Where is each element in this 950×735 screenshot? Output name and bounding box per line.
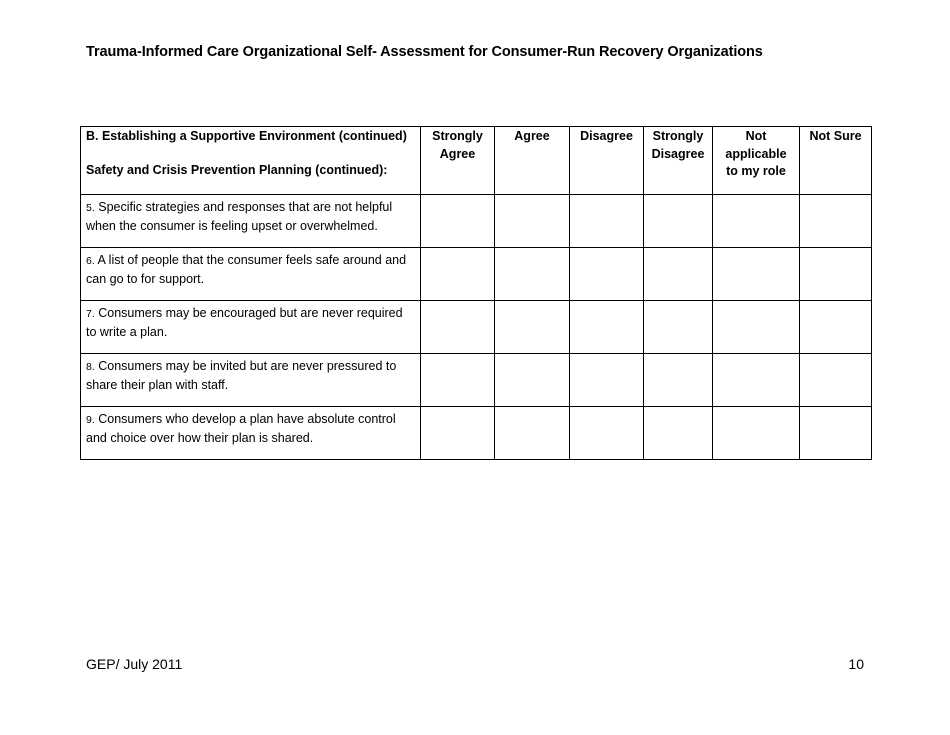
answer-cell-disagree[interactable] xyxy=(570,354,644,407)
item-number: 6. xyxy=(86,255,95,267)
answer-cell-agree[interactable] xyxy=(495,195,570,248)
item-number: 5. xyxy=(86,202,95,214)
column-header-strongly-agree xyxy=(421,127,495,195)
answer-cell-strongly-agree[interactable] xyxy=(421,407,495,460)
answer-cell-strongly-agree[interactable] xyxy=(421,248,495,301)
answer-cell-disagree[interactable] xyxy=(570,195,644,248)
table-row xyxy=(81,354,872,407)
item-text: Consumers who develop a plan have absolute control and choice over how their plan is shared. xyxy=(86,412,396,445)
item-statement xyxy=(81,407,421,460)
header-row xyxy=(81,127,872,195)
column-header-line: Strongly xyxy=(432,129,483,143)
answer-cell-not-applicable[interactable] xyxy=(713,407,800,460)
column-header-disagree xyxy=(570,127,644,195)
column-header-line: Not xyxy=(745,129,767,143)
answer-cell-strongly-disagree[interactable] xyxy=(644,354,713,407)
column-header-strongly-disagree xyxy=(644,127,713,195)
column-header-not-applicable xyxy=(713,127,800,195)
item-statement xyxy=(81,195,421,248)
item-statement xyxy=(81,354,421,407)
answer-cell-strongly-disagree[interactable] xyxy=(644,301,713,354)
answer-cell-not-applicable[interactable] xyxy=(713,248,800,301)
item-number: 7. xyxy=(86,308,95,320)
answer-cell-not-sure[interactable] xyxy=(800,195,872,248)
answer-cell-strongly-disagree[interactable] xyxy=(644,195,713,248)
column-header-line: Disagree xyxy=(651,146,705,161)
answer-cell-not-sure[interactable] xyxy=(800,407,872,460)
column-header-line: Not Sure xyxy=(809,129,862,143)
footer-date: GEP/ July 2011 xyxy=(86,656,183,672)
column-header-line: Strongly xyxy=(652,129,704,143)
item-text: Specific strategies and responses that are not helpful when the consumer is feeling upset or overwhelmed. xyxy=(86,200,393,233)
column-header-line: applicable xyxy=(725,146,787,161)
table-row xyxy=(81,248,872,301)
table-row xyxy=(81,301,872,354)
answer-cell-disagree[interactable] xyxy=(570,301,644,354)
item-statement xyxy=(81,248,421,301)
table-row xyxy=(81,407,872,460)
item-statement xyxy=(81,301,421,354)
answer-cell-not-sure[interactable] xyxy=(800,248,872,301)
answer-cell-not-sure[interactable] xyxy=(800,354,872,407)
column-header-line: to my role xyxy=(726,164,786,178)
answer-cell-not-applicable[interactable] xyxy=(713,195,800,248)
column-header-agree xyxy=(495,127,570,195)
item-number: 8. xyxy=(86,361,95,373)
answer-cell-disagree[interactable] xyxy=(570,248,644,301)
answer-cell-strongly-agree[interactable] xyxy=(421,354,495,407)
item-text: Consumers may be invited but are never pressured to share their plan with staff. xyxy=(86,359,397,392)
section-header-cell xyxy=(81,127,421,195)
table-row xyxy=(81,195,872,248)
answer-cell-strongly-agree[interactable] xyxy=(421,195,495,248)
section-title: B. Establishing a Supportive Environment (continued) xyxy=(86,129,407,143)
answer-cell-strongly-agree[interactable] xyxy=(421,301,495,354)
column-header-not-sure xyxy=(800,127,872,195)
answer-cell-not-sure[interactable] xyxy=(800,301,872,354)
answer-cell-not-applicable[interactable] xyxy=(713,354,800,407)
section-subtitle: Safety and Crisis Prevention Planning (continued): xyxy=(86,163,388,177)
answer-cell-agree[interactable] xyxy=(495,407,570,460)
assessment-table xyxy=(80,126,872,460)
answer-cell-disagree[interactable] xyxy=(570,407,644,460)
answer-cell-strongly-disagree[interactable] xyxy=(644,407,713,460)
column-header-line: Agree xyxy=(514,129,550,143)
document-title: Trauma-Informed Care Organizational Self- Assessment for Consumer-Run Recovery Organizations xyxy=(86,44,763,60)
answer-cell-agree[interactable] xyxy=(495,248,570,301)
item-number: 9. xyxy=(86,414,95,426)
column-header-line: Agree xyxy=(439,146,476,161)
answer-cell-not-applicable[interactable] xyxy=(713,301,800,354)
answer-cell-strongly-disagree[interactable] xyxy=(644,248,713,301)
answer-cell-agree[interactable] xyxy=(495,354,570,407)
item-text: Consumers may be encouraged but are never required to write a plan. xyxy=(86,306,403,339)
item-text: A list of people that the consumer feels safe around and can go to for support. xyxy=(86,253,407,286)
column-header-line: Disagree xyxy=(580,129,633,143)
page-number: 10 xyxy=(848,656,864,672)
answer-cell-agree[interactable] xyxy=(495,301,570,354)
